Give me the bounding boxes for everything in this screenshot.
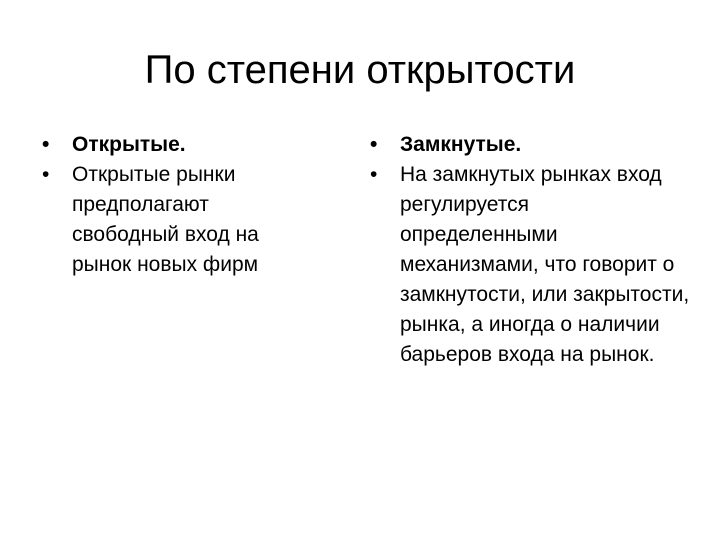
open-markets-list — [42, 130, 312, 280]
open-markets-description: Открытые рынки предполагают свободный вход на рынок новых фирм — [72, 163, 259, 276]
closed-markets-list — [370, 130, 690, 370]
open-markets-heading-item — [42, 130, 312, 160]
bullet-icon: • — [42, 163, 50, 186]
closed-markets-heading-item — [370, 130, 690, 160]
bullet-icon: • — [370, 133, 378, 156]
open-markets-heading: Открытые. — [72, 133, 186, 156]
slide-title: По степени открытости — [144, 48, 576, 92]
bullet-icon: • — [370, 163, 378, 186]
bullet-icon: • — [42, 133, 50, 156]
closed-markets-heading: Замкнутые. — [400, 133, 522, 156]
closed-markets-description-item — [370, 160, 690, 370]
closed-markets-description: На замкнутых рынках вход регулируется определенными механизмами, что говорит о замкнутости, или закрытости, рынка, а иногда о наличии барьеров входа на рынок. — [400, 163, 690, 366]
open-markets-description-item — [42, 160, 312, 280]
